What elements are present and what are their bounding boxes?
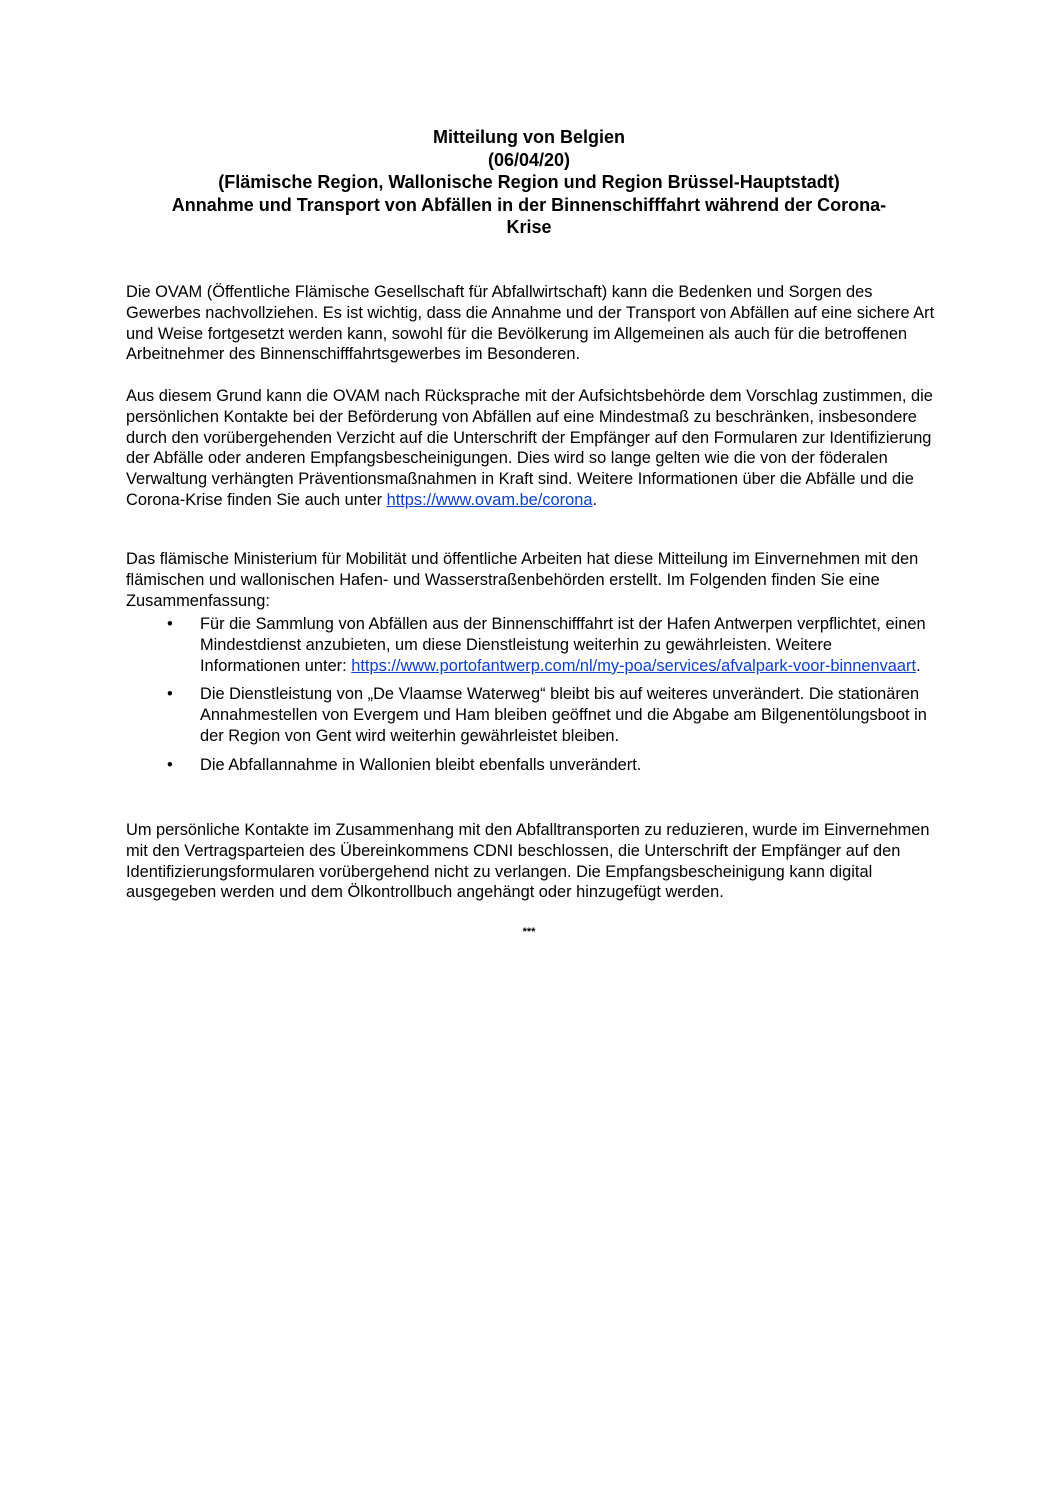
list-item	[126, 684, 936, 746]
list-item	[126, 614, 936, 676]
title-line-1: Mitteilung von Belgien	[433, 127, 625, 147]
bullet-wallonia-text: Die Abfallannahme in Wallonien bleibt ebenfalls unverändert.	[200, 755, 642, 774]
bullet-mark: •	[167, 615, 173, 633]
paragraph-procedure	[126, 386, 936, 511]
paragraph-ovam	[126, 282, 936, 365]
title-line-regions: (Flämische Region, Wallonische Region und Region Brüssel-Hauptstadt)	[218, 172, 840, 193]
title-line-date: (06/04/20)	[487, 149, 571, 170]
paragraph-procedure-body	[126, 386, 936, 511]
paragraph-procedure-text: Aus diesem Grund kann die OVAM nach Rücksprache mit der Aufsichtsbehörde dem Vorschlag zustimmen, die persönlichen Kontakte bei der Beförderung von Abfällen auf eine Mindestmaß zu beschränken, insbesondere durch den vorübergehenden Verzicht auf die Unterschrift der Empfänger auf den Formularen zur Identifizierung der Abfälle oder anderen Empfangsbescheinigungen. Dies wird so lange gelten wie die von der föderalen Verwaltung verhängten Präventionsmaßnahmen in Kraft sind. Weitere Informationen über die Abfälle und die Corona-Krise finden Sie auch unter	[126, 387, 933, 509]
end-marker: ***	[522, 926, 536, 938]
paragraph-ministry-text: Das flämische Ministerium für Mobilität und öffentliche Arbeiten hat diese Mitteilung im Einvernehmen mit den flämischen und wallonischen Hafen- und Wasserstraßenbehörden erstellt. Im Folgenden finden Sie eine Zusammenfassung:	[126, 550, 919, 610]
paragraph-procedure-period: .	[592, 490, 598, 509]
paragraph-ovam-text: Die OVAM (Öffentliche Flämische Gesellschaft für Abfallwirtschaft) kann die Bedenken und Sorgen des Gewerbes nachvollziehen. Es ist wichtig, dass die Annahme und der Transport von Abfällen auf eine sichere Art und Weise fortgesetzt werden kann, sowohl für die Bevölkerung im Allgemeinen als auch für die betroffenen Arbeitnehmer des Binnenschifffahrtsgewerbes im Besonderen.	[126, 283, 935, 364]
paragraph-cdni	[126, 820, 936, 903]
port-of-antwerp-link[interactable]: https://www.portofantwerp.com/nl/my-poa/services/afvalpark-voor-binnenvaart	[351, 656, 917, 675]
list-item	[126, 755, 936, 776]
title-line-subject: Annahme und Transport von Abfällen in der Binnenschifffahrt während der Corona-	[171, 194, 887, 215]
summary-list	[126, 614, 936, 784]
document-title	[120, 126, 938, 239]
bullet-antwerp-text: Für die Sammlung von Abfällen aus der Binnenschifffahrt ist der Hafen Antwerpen verpflichtet, einen Mindestdienst anzubieten, um diese Dienstleistung weiterhin zu gewährleisten. Weitere Informationen unter:	[200, 615, 926, 675]
bullet-waterweg-text: Die Dienstleistung von „De Vlaamse Waterweg“ bleibt bis auf weiteres unverändert. Die stationären Annahmestellen von Evergem und Ham bleiben geöffnet und die Abgabe am Bilgenentölungsboot in der Region von Gent wird weiterhin gewährleistet bleiben.	[200, 685, 927, 745]
bullet-mark: •	[167, 755, 173, 774]
bullet-antwerp-period: .	[916, 656, 921, 675]
ovam-corona-link[interactable]: https://www.ovam.be/corona	[386, 490, 593, 509]
title-line-subject-end: Krise	[506, 217, 552, 238]
bullet-mark: •	[167, 685, 173, 704]
paragraph-ministry	[126, 549, 936, 611]
paragraph-cdni-text: Um persönliche Kontakte im Zusammenhang mit den Abfalltransporten zu reduzieren, wurde im Einvernehmen mit den Vertragsparteien des Übereinkommens CDNI beschlossen, die Unterschrift der Empfänger auf den Identifizierungsformularen vorübergehend nicht zu verlangen. Die Empfangsbescheinigung kann digital ausgegeben werden und dem Ölkontrollbuch angehängt oder hinzugefügt werden.	[126, 821, 930, 902]
